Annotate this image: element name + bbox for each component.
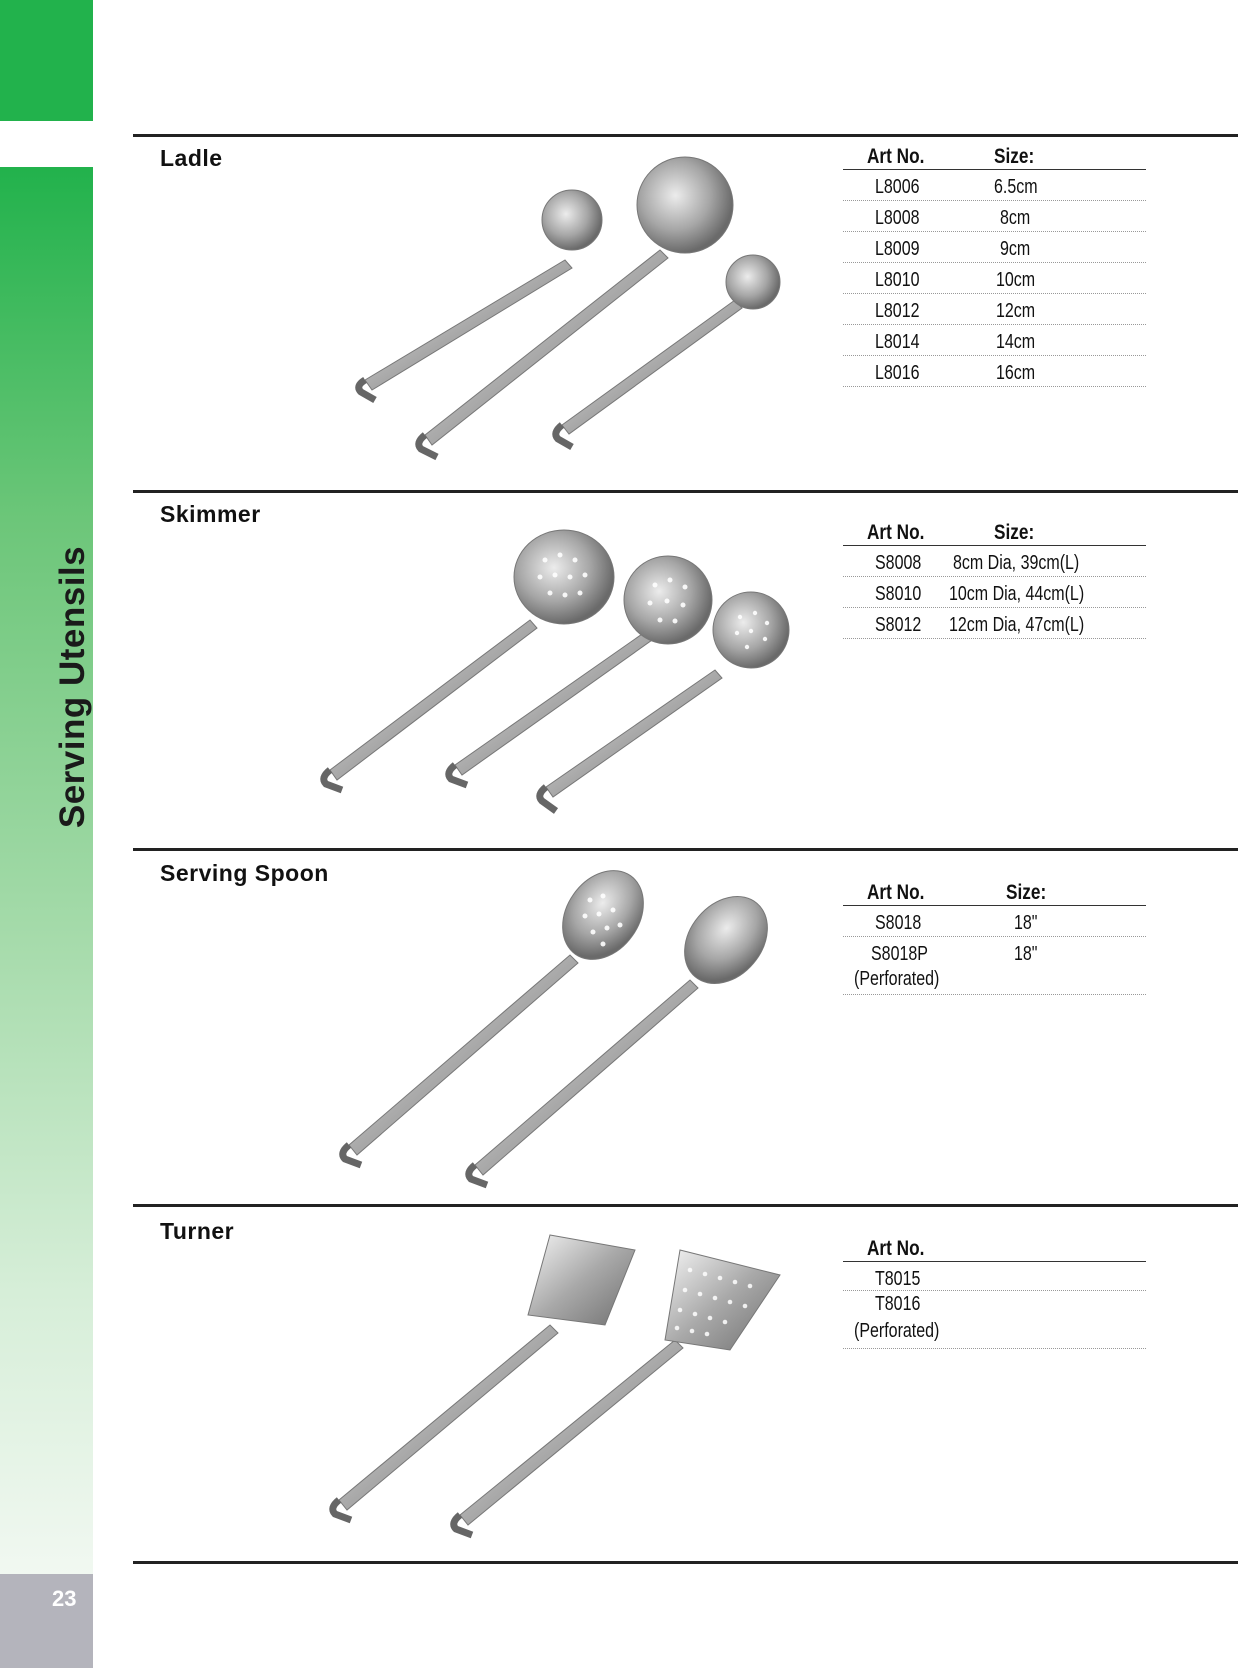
- art-no: S8018P: [871, 943, 928, 965]
- size: 14cm: [996, 331, 1036, 353]
- art-no: L8009: [875, 238, 920, 260]
- table-row: [843, 263, 1146, 294]
- serving-spoon-image: [335, 870, 795, 1200]
- perforated-note: (Perforated): [854, 968, 940, 990]
- header-art-no: Art No.: [867, 145, 925, 168]
- table-row: [843, 577, 1146, 608]
- size: 8cm: [1000, 207, 1031, 229]
- ladle-table: [843, 140, 1146, 387]
- divider: [133, 134, 1238, 137]
- table-row: [843, 201, 1146, 232]
- header-art-no: Art No.: [867, 881, 925, 904]
- divider: [133, 848, 1238, 851]
- table-row: [843, 937, 1146, 995]
- section-title-ladle: Ladle: [160, 145, 223, 171]
- size: 12cm Dia, 47cm(L): [949, 614, 1085, 636]
- art-no: L8010: [875, 269, 920, 291]
- table-row: [843, 170, 1146, 201]
- ladle-image: [350, 150, 800, 470]
- size: 9cm: [1000, 238, 1031, 260]
- table-row: [843, 906, 1146, 937]
- serving-spoon-table: [843, 876, 1146, 995]
- top-color-block: [0, 0, 93, 121]
- table-row: [843, 232, 1146, 263]
- section-title-serving-spoon: Serving Spoon: [160, 860, 329, 886]
- section-title-turner: Turner: [160, 1218, 235, 1244]
- page-number: 23: [52, 1586, 77, 1611]
- header-size: Size:: [1006, 881, 1047, 904]
- art-no: L8014: [875, 331, 920, 353]
- art-no: T8016: [875, 1293, 921, 1315]
- table-row: [843, 608, 1146, 639]
- page-number-box: [0, 1574, 93, 1668]
- art-no: L8006: [875, 176, 920, 198]
- table-header: [843, 516, 1146, 546]
- table-row: [843, 1291, 1146, 1349]
- header-art-no: Art No.: [867, 521, 925, 544]
- sidebar-band: [0, 167, 93, 1574]
- size: 6.5cm: [994, 176, 1038, 198]
- art-no: L8016: [875, 362, 920, 384]
- art-no: T8015: [875, 1268, 921, 1290]
- art-no: L8012: [875, 300, 920, 322]
- size: 18": [1014, 943, 1038, 965]
- turner-image: [325, 1230, 805, 1540]
- turner-table: [843, 1232, 1146, 1349]
- table-row: [843, 1262, 1146, 1291]
- size: 18": [1014, 912, 1038, 934]
- divider: [133, 1204, 1238, 1207]
- table-row: [843, 325, 1146, 356]
- art-no: S8010: [875, 583, 922, 605]
- skimmer-table: [843, 516, 1146, 639]
- table-header: [843, 1232, 1146, 1262]
- header-size: Size:: [994, 145, 1035, 168]
- art-no: S8018: [875, 912, 922, 934]
- table-header: [843, 876, 1146, 906]
- size: 10cm Dia, 44cm(L): [949, 583, 1085, 605]
- divider: [133, 490, 1238, 493]
- table-row: [843, 546, 1146, 577]
- table-header: [843, 140, 1146, 170]
- skimmer-image: [315, 525, 805, 825]
- art-no: S8012: [875, 614, 922, 636]
- art-no: S8008: [875, 552, 922, 574]
- art-no: L8008: [875, 207, 920, 229]
- divider: [133, 1561, 1238, 1564]
- size: 8cm Dia, 39cm(L): [953, 552, 1080, 574]
- header-size: Size:: [994, 521, 1035, 544]
- header-art-no: Art No.: [867, 1237, 925, 1260]
- size: 10cm: [996, 269, 1036, 291]
- size: 12cm: [996, 300, 1036, 322]
- table-row: [843, 294, 1146, 325]
- sidebar-title: Serving Utensils: [53, 545, 92, 829]
- table-row: [843, 356, 1146, 387]
- size: 16cm: [996, 362, 1036, 384]
- perforated-note: (Perforated): [854, 1320, 940, 1342]
- section-title-skimmer: Skimmer: [160, 501, 261, 527]
